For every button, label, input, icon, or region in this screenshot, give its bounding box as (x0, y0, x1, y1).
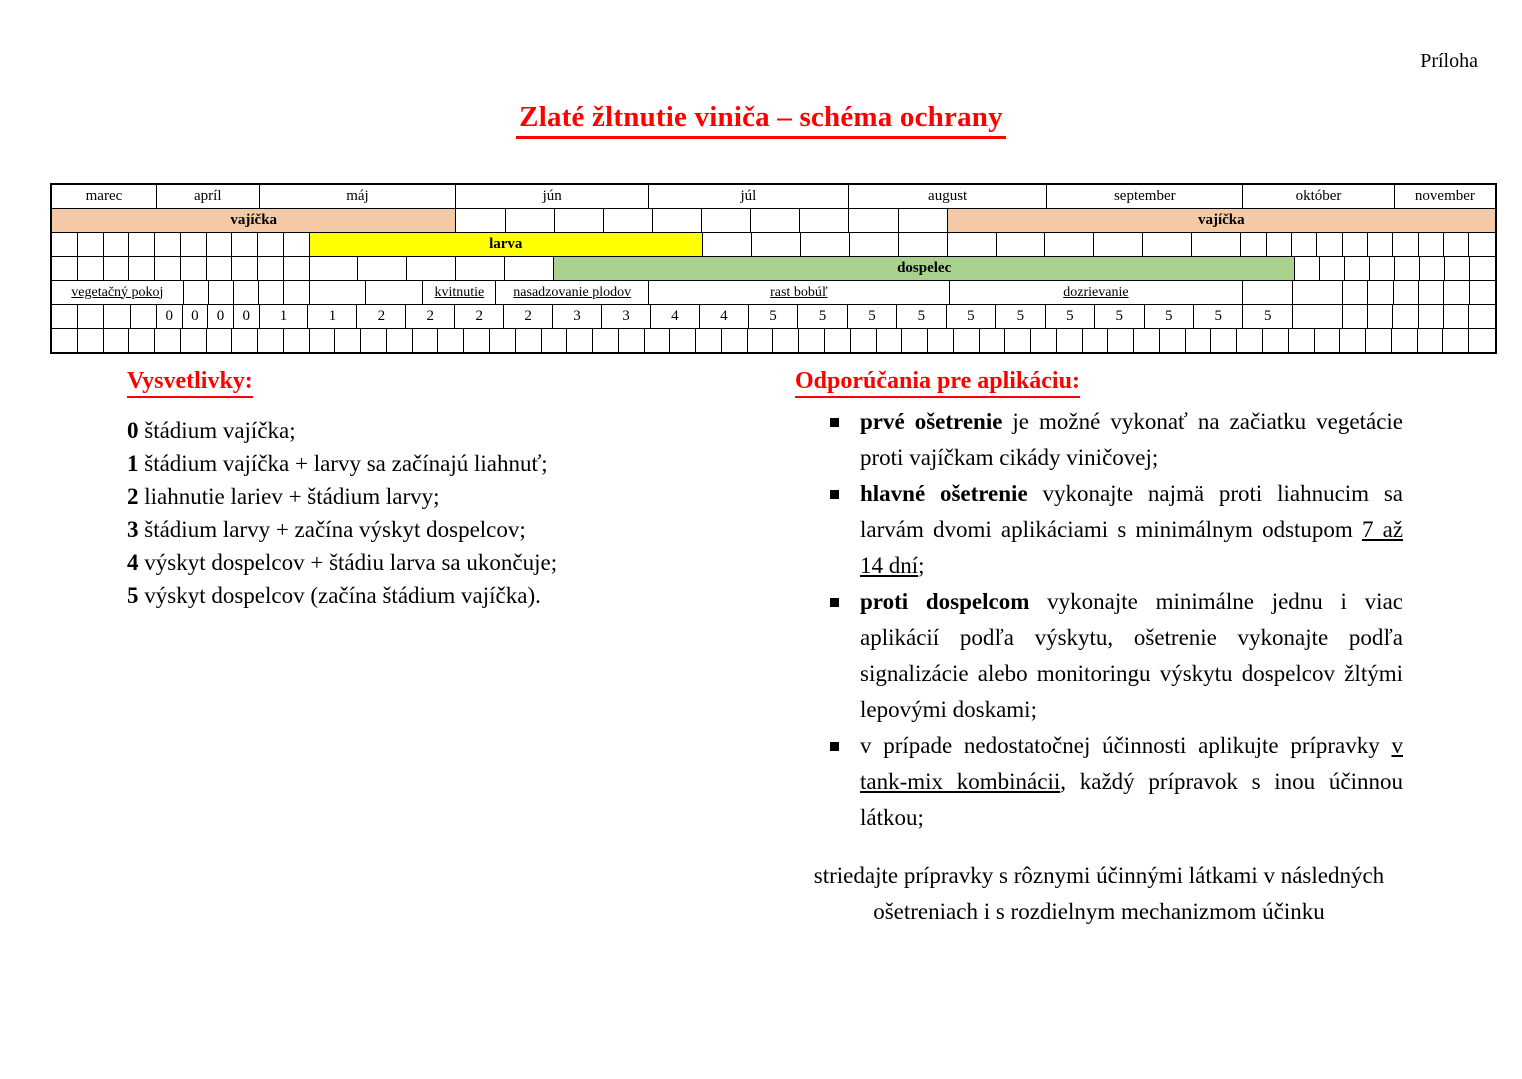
grid-cell (284, 329, 310, 352)
grid-cell (1444, 305, 1469, 328)
legend-item: 5 výskyt dospelcov (začína štádium vajíčka). (127, 583, 541, 608)
rotation-note: striedajte prípravky s rôznymi účinnými látkami v následných ošetreniach i s rozdielnym mechanizmom účinku (813, 863, 1385, 924)
grid-cell (438, 329, 464, 352)
grid-cell (129, 257, 155, 280)
grid-cell (1470, 281, 1495, 304)
corner-annotation: Príloha (1420, 50, 1478, 72)
stage-code-cell: 5 (996, 305, 1045, 328)
grid-cell (506, 209, 555, 232)
grid-cell (801, 233, 850, 256)
grid-cell (516, 329, 542, 352)
grid-cell (1315, 329, 1341, 352)
stage-code-cell: 5 (1243, 305, 1292, 328)
grid-cell (284, 281, 309, 304)
recommendation-text (860, 476, 1403, 584)
grid-cell (104, 329, 130, 352)
grid-cell (722, 329, 748, 352)
grid-cell (1186, 329, 1212, 352)
grid-cell (670, 329, 696, 352)
grid-cell (52, 305, 78, 328)
grid-cell (751, 209, 800, 232)
grid-cell (1292, 233, 1317, 256)
stage-code-cell: 5 (1194, 305, 1243, 328)
grid-cell (407, 257, 456, 280)
larva-row (52, 232, 1495, 256)
text-run: , každý prípravok s inou účinnou látkou; (860, 769, 1403, 830)
grid-cell (78, 257, 104, 280)
grid-cell (1393, 305, 1418, 328)
grid-cell (653, 209, 702, 232)
grid-cell (181, 257, 207, 280)
grid-cell (207, 233, 233, 256)
grid-cell (1419, 233, 1444, 256)
bold-phrase: proti dospelcom (860, 589, 1030, 614)
grid-cell (258, 233, 284, 256)
grid-cell (1320, 257, 1345, 280)
page-title-wrap (0, 101, 1522, 139)
grid-cell (752, 233, 801, 256)
grid-cell (1370, 257, 1395, 280)
month-cell: apríl (157, 185, 260, 208)
grid-cell (1317, 233, 1342, 256)
eggs-bar: vajíčka (948, 209, 1495, 232)
stage-code-cell: 4 (651, 305, 700, 328)
bullet-square-icon (830, 742, 839, 751)
grid-cell (258, 257, 284, 280)
grid-cell (1005, 329, 1031, 352)
grid-cell (1237, 329, 1263, 352)
grid-cell (773, 329, 799, 352)
grid-cell (997, 233, 1046, 256)
stage-code-cell: 2 (504, 305, 553, 328)
grid-cell (1057, 329, 1083, 352)
text-run: je možné vykonať na začiatku vegetácie proti vajíčkam cikády viničovej; (860, 409, 1403, 470)
stage-code-cell: 1 (308, 305, 357, 328)
grid-cell (849, 209, 898, 232)
recommendation-text (860, 404, 1403, 476)
grid-cell (490, 329, 516, 352)
stage-code-cell: 5 (848, 305, 897, 328)
grid-cell (1343, 233, 1368, 256)
grid-cell (1419, 305, 1444, 328)
stage-code: 5 (127, 583, 139, 608)
grid-cell (52, 329, 78, 352)
grid-cell (696, 329, 722, 352)
stage-code-cell: 5 (1046, 305, 1095, 328)
grid-cell (129, 329, 155, 352)
phenophase-label: rast bobúľ (649, 281, 950, 304)
legend-items (127, 414, 767, 612)
grid-cell (1263, 329, 1289, 352)
grid-cell (1343, 281, 1368, 304)
grid-cell (78, 329, 104, 352)
stage-code-cell: 5 (897, 305, 946, 328)
grid-cell (799, 329, 825, 352)
month-cell: jún (456, 185, 649, 208)
grid-cell (555, 209, 604, 232)
recommendation-item (795, 476, 1403, 584)
grid-cell (604, 209, 653, 232)
grid-cell (1192, 233, 1241, 256)
grid-cell (310, 281, 367, 304)
grid-cell (361, 329, 387, 352)
grid-cell (1418, 329, 1444, 352)
legend-item: 1 štádium vajíčka + larvy sa začínajú liahnuť; (127, 451, 548, 476)
legend-item: 4 výskyt dospelcov + štádiu larva sa ukončuje; (127, 550, 558, 575)
grid-cell (1395, 257, 1420, 280)
grid-cell (1419, 281, 1444, 304)
bullet-icon (795, 404, 860, 476)
grid-cell (207, 329, 233, 352)
grid-cell (619, 329, 645, 352)
grid-cell (954, 329, 980, 352)
grid-cell (104, 257, 130, 280)
grid-cell (928, 329, 954, 352)
phenophase-label: dozrievanie (950, 281, 1244, 304)
grid-cell (131, 305, 157, 328)
grid-cell (366, 281, 423, 304)
stage-code-cell: 0 (234, 305, 260, 328)
grid-cell (645, 329, 671, 352)
text-run: v prípade nedostatočnej účinnosti aplikujte prípravky (860, 733, 1392, 758)
bullet-square-icon (830, 418, 839, 427)
stage-code: 3 (127, 517, 139, 542)
phenophase-label: kvitnutie (423, 281, 496, 304)
bullet-square-icon (830, 490, 839, 499)
phenophase-row (52, 280, 1495, 304)
recommendation-text (860, 584, 1403, 728)
stage-code-cell: 0 (208, 305, 234, 328)
grid-cell (1083, 329, 1109, 352)
grid-cell (52, 257, 78, 280)
grid-cell (748, 329, 774, 352)
grid-cell (800, 209, 849, 232)
stage-code-row (52, 304, 1495, 328)
bold-phrase: hlavné ošetrenie (860, 481, 1028, 506)
recommendation-item (795, 404, 1403, 476)
larva-bar: larva (310, 233, 704, 256)
grid-cell (258, 329, 284, 352)
bullet-icon (795, 476, 860, 584)
month-cell: máj (260, 185, 457, 208)
grid-cell (155, 233, 181, 256)
underlined-phrase: 7 až 14 dní (860, 517, 1404, 578)
grid-cell (155, 329, 181, 352)
grid-cell (1394, 281, 1419, 304)
grid-cell (980, 329, 1006, 352)
recommendation-item (795, 728, 1403, 836)
stage-code-cell: 5 (749, 305, 798, 328)
grid-cell (1368, 305, 1393, 328)
month-cell: júl (649, 185, 849, 208)
grid-cell (181, 329, 207, 352)
grid-cell (1241, 233, 1266, 256)
stage-code: 0 (127, 418, 139, 443)
grid-cell (456, 257, 505, 280)
grid-cell (1160, 329, 1186, 352)
grid-cell (505, 257, 554, 280)
grid-cell (232, 233, 258, 256)
grid-cell (464, 329, 490, 352)
grid-cell (1469, 329, 1495, 352)
month-cell: október (1243, 185, 1395, 208)
grid-cell (1393, 233, 1418, 256)
eggs-bar: vajíčka (52, 209, 456, 232)
grid-cell (899, 209, 948, 232)
bullet-icon (795, 728, 860, 836)
grid-cell (335, 329, 361, 352)
stage-code-cell: 2 (357, 305, 406, 328)
grid-cell (1267, 233, 1292, 256)
recommendation-text (860, 728, 1403, 836)
stage-code-cell: 5 (1095, 305, 1144, 328)
stage-code-cell: 4 (700, 305, 749, 328)
grid-cell (1143, 233, 1192, 256)
grid-cell (1470, 257, 1495, 280)
grid-cell (284, 233, 310, 256)
grid-cell (310, 257, 359, 280)
recommendation-item (795, 584, 1403, 728)
text-run: vykonajte minimálne jednu i viac aplikácií podľa výskytu, ošetrenie vykonajte podľa signalizácie alebo monitoringu výskytu dospelcov žltými lepovými doskami; (860, 589, 1403, 722)
text-run: vykonajte najmä proti liahnucim sa larvám dvomi aplikáciami s minimálnym odstupom (860, 481, 1403, 542)
grid-cell (1293, 281, 1343, 304)
grid-cell (1345, 257, 1370, 280)
grid-cell (207, 257, 233, 280)
text-run: ; (918, 553, 925, 578)
bullet-square-icon (830, 598, 839, 607)
legend-item: 0 štádium vajíčka; (127, 418, 296, 443)
stage-code-cell: 0 (157, 305, 183, 328)
grid-cell (1392, 329, 1418, 352)
grid-row (52, 328, 1495, 352)
stage-code: 4 (127, 550, 139, 575)
grid-cell (1293, 305, 1343, 328)
eggs-row (52, 208, 1495, 232)
grid-cell (456, 209, 505, 232)
recommendation-bullets (795, 404, 1403, 836)
month-cell: marec (52, 185, 157, 208)
phenophase-label: vegetačný pokoj (52, 281, 184, 304)
stage-code: 2 (127, 484, 139, 509)
grid-cell (129, 233, 155, 256)
grid-cell (567, 329, 593, 352)
grid-cell (702, 209, 751, 232)
phenophase-label: nasadzovanie plodov (496, 281, 649, 304)
grid-cell (899, 233, 948, 256)
grid-cell (184, 281, 209, 304)
grid-cell (284, 257, 310, 280)
months-row (52, 185, 1495, 208)
grid-cell (413, 329, 439, 352)
grid-cell (1445, 257, 1470, 280)
grid-cell (78, 233, 104, 256)
grid-cell (78, 305, 104, 328)
grid-cell (1444, 233, 1469, 256)
grid-cell (1469, 305, 1494, 328)
grid-cell (1368, 233, 1393, 256)
adult-row (52, 256, 1495, 280)
month-cell: august (849, 185, 1048, 208)
bold-phrase: prvé ošetrenie (860, 409, 1003, 434)
grid-cell (104, 305, 130, 328)
stage-code-cell: 0 (183, 305, 209, 328)
grid-cell (1443, 329, 1469, 352)
stage-code-cell: 2 (455, 305, 504, 328)
page-title: Zlaté žltnutie viniča – schéma ochrany (516, 101, 1006, 139)
grid-cell (1031, 329, 1057, 352)
grid-cell (1134, 329, 1160, 352)
grid-cell (259, 281, 284, 304)
grid-cell (387, 329, 413, 352)
timeline-table (50, 183, 1497, 354)
legend-heading: Vysvetlivky: (127, 368, 253, 398)
grid-cell (825, 329, 851, 352)
stage-code-cell: 1 (260, 305, 309, 328)
stage-code-cell: 5 (947, 305, 996, 328)
adult-bar: dospelec (554, 257, 1295, 280)
grid-cell (1108, 329, 1134, 352)
grid-cell (1444, 281, 1469, 304)
underlined-phrase: v tank-mix kombinácii (860, 733, 1403, 794)
month-cell: september (1047, 185, 1243, 208)
stage-code-cell: 5 (1145, 305, 1194, 328)
grid-cell (850, 233, 899, 256)
legend-item: 2 liahnutie lariev + štádium larvy; (127, 484, 440, 509)
bullet-icon (795, 584, 860, 728)
grid-cell (877, 329, 903, 352)
stage-code-cell: 5 (798, 305, 847, 328)
grid-cell (232, 257, 258, 280)
grid-cell (1469, 233, 1494, 256)
stage-code: 1 (127, 451, 139, 476)
grid-cell (52, 233, 78, 256)
grid-cell (948, 233, 997, 256)
grid-cell (155, 257, 181, 280)
grid-cell (234, 281, 259, 304)
grid-cell (232, 329, 258, 352)
legend-section (127, 368, 767, 612)
month-cell: november (1414, 188, 1475, 204)
grid-cell (1368, 281, 1393, 304)
grid-cell (104, 233, 130, 256)
grid-cell (1045, 233, 1094, 256)
grid-cell (1420, 257, 1445, 280)
grid-cell (703, 233, 752, 256)
grid-cell (1094, 233, 1143, 256)
grid-cell (1295, 257, 1320, 280)
grid-cell (1243, 281, 1293, 304)
grid-cell (1211, 329, 1237, 352)
stage-code-cell: 2 (406, 305, 455, 328)
grid-cell (593, 329, 619, 352)
stage-code-cell: 3 (553, 305, 602, 328)
stage-code-cell: 3 (602, 305, 651, 328)
grid-cell (209, 281, 234, 304)
grid-cell (181, 233, 207, 256)
recommendations-section (795, 368, 1403, 930)
recommendations-heading: Odporúčania pre aplikáciu: (795, 368, 1080, 398)
grid-cell (1366, 329, 1392, 352)
grid-cell (542, 329, 568, 352)
grid-cell (1340, 329, 1366, 352)
grid-cell (1289, 329, 1315, 352)
grid-cell (851, 329, 877, 352)
grid-cell (310, 329, 336, 352)
grid-cell (358, 257, 407, 280)
grid-cell (1343, 305, 1368, 328)
legend-item: 3 štádium larvy + začína výskyt dospelcov; (127, 517, 526, 542)
grid-cell (902, 329, 928, 352)
